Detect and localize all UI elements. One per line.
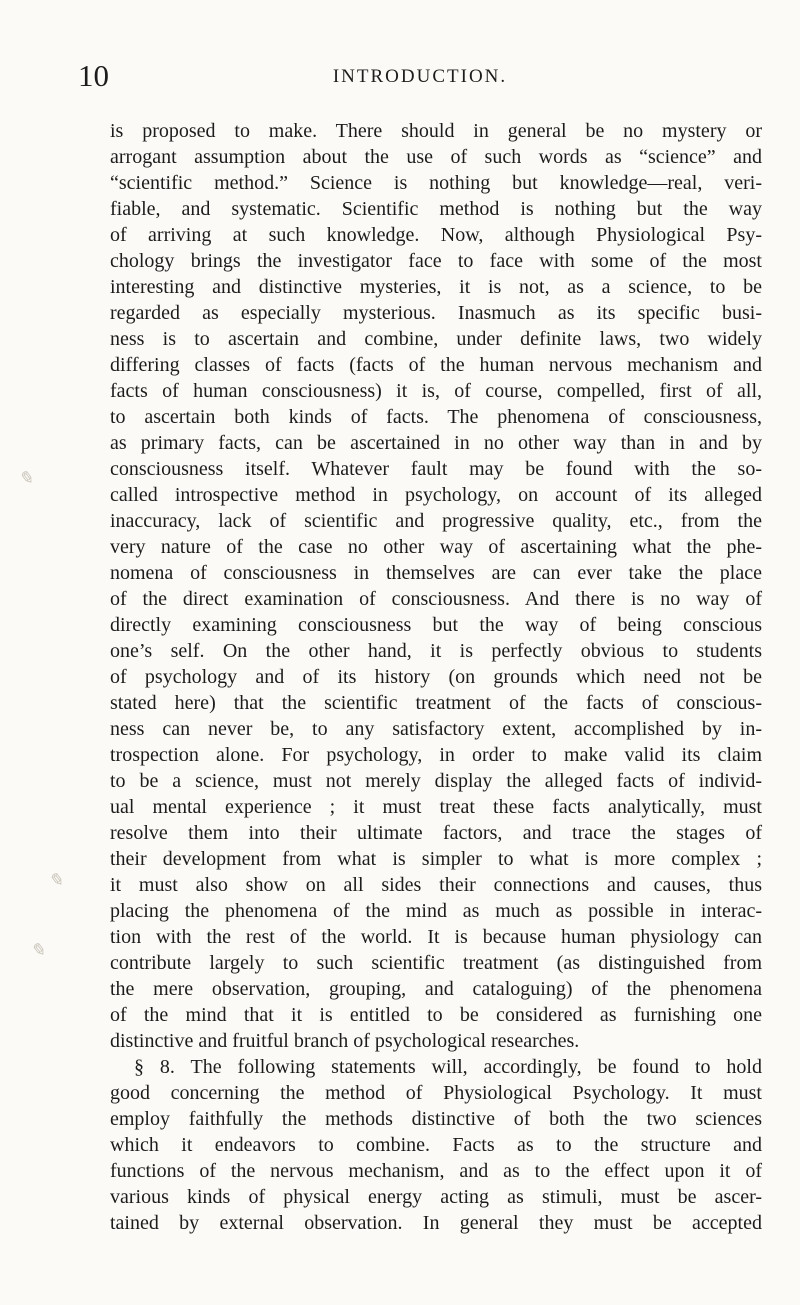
- text-line: ness is to ascertain and combine, under definite laws, two widely: [110, 328, 762, 350]
- text-line: differing classes of facts (facts of the human nervous mechanism and: [110, 354, 762, 376]
- text-line: functions of the nervous mechanism, and as to the effect upon it of: [110, 1160, 762, 1182]
- text-line: various kinds of physical energy acting as stimuli, must be ascer-: [110, 1186, 762, 1208]
- text-line: of the mind that it is entitled to be considered as furnishing one: [110, 1004, 762, 1026]
- text-line: which it endeavors to combine. Facts as to the structure and: [110, 1134, 762, 1156]
- margin-mark: ✎: [30, 940, 46, 960]
- text-line: trospection alone. For psychology, in order to make valid its claim: [110, 744, 762, 766]
- text-line: stated here) that the scientific treatment of the facts of conscious-: [110, 692, 762, 714]
- text-line: one’s self. On the other hand, it is perfectly obvious to students: [110, 640, 762, 662]
- text-line: § 8. The following statements will, accordingly, be found to hold: [134, 1056, 762, 1078]
- text-line: of psychology and of its history (on grounds which need not be: [110, 666, 762, 688]
- page-header: [78, 58, 762, 98]
- text-line: arrogant assumption about the use of such words as “science” and: [110, 146, 762, 168]
- text-line: regarded as especially mysterious. Inasmuch as its specific busi-: [110, 302, 762, 324]
- text-line: good concerning the method of Physiological Psychology. It must: [110, 1082, 762, 1104]
- text-line: interesting and distinctive mysteries, it is not, as a science, to be: [110, 276, 762, 298]
- page-number: 10: [78, 58, 109, 93]
- text-line: inaccuracy, lack of scientific and progressive quality, etc., from the: [110, 510, 762, 532]
- text-line: their development from what is simpler to what is more complex ;: [110, 848, 762, 870]
- text-line: the mere observation, grouping, and cataloguing) of the phenomena: [110, 978, 762, 1000]
- text-line: chology brings the investigator face to face with some of the most: [110, 250, 762, 272]
- text-line: is proposed to make. There should in general be no mystery or: [110, 120, 762, 142]
- text-line: directly examining consciousness but the way of being conscious: [110, 614, 762, 636]
- text-line: distinctive and fruitful branch of psychological researches.: [110, 1030, 580, 1052]
- text-line: resolve them into their ultimate factors, and trace the stages of: [110, 822, 762, 844]
- text-line: ual mental experience ; it must treat these facts analytically, must: [110, 796, 762, 818]
- text-line: called introspective method in psychology, on account of its alleged: [110, 484, 762, 506]
- text-line: tion with the rest of the world. It is because human physiology can: [110, 926, 762, 948]
- text-line: placing the phenomena of the mind as much as possible in interac-: [110, 900, 762, 922]
- running-head: INTRODUCTION.: [332, 66, 508, 87]
- text-line: to be a science, must not merely display the alleged facts of individ-: [110, 770, 762, 792]
- text-line: ness can never be, to any satisfactory extent, accomplished by in-: [110, 718, 762, 740]
- text-line: to ascertain both kinds of facts. The phenomena of consciousness,: [110, 406, 762, 428]
- text-line: of arriving at such knowledge. Now, although Physiological Psy-: [110, 224, 762, 246]
- text-line: contribute largely to such scientific treatment (as distinguished from: [110, 952, 762, 974]
- margin-mark: ✎: [18, 468, 34, 488]
- text-line: “scientific method.” Science is nothing but knowledge—real, veri-: [110, 172, 762, 194]
- text-line: it must also show on all sides their connections and causes, thus: [110, 874, 762, 896]
- text-line: very nature of the case no other way of ascertaining what the phe-: [110, 536, 762, 558]
- text-line: fiable, and systematic. Scientific method is nothing but the way: [110, 198, 762, 220]
- text-line: of the direct examination of consciousness. And there is no way of: [110, 588, 762, 610]
- text-line: employ faithfully the methods distinctive of both the two sciences: [110, 1108, 762, 1130]
- margin-mark: ✎: [48, 870, 64, 890]
- text-line: tained by external observation. In general they must be accepted: [110, 1212, 762, 1234]
- text-line: as primary facts, can be ascertained in no other way than in and by: [110, 432, 762, 454]
- text-line: consciousness itself. Whatever fault may be found with the so-: [110, 458, 762, 480]
- text-line: nomena of consciousness in themselves are can ever take the place: [110, 562, 762, 584]
- body-text: [110, 118, 762, 1236]
- text-line: facts of human consciousness) it is, of course, compelled, first of all,: [110, 380, 762, 402]
